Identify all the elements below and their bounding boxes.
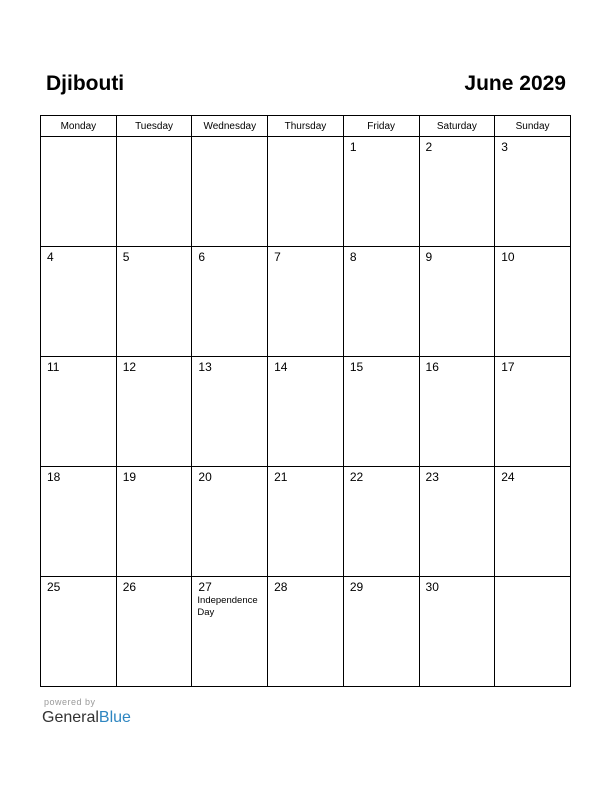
powered-by-text: powered by bbox=[44, 697, 96, 707]
day-cell bbox=[192, 577, 268, 687]
day-cell bbox=[419, 467, 495, 577]
logo-general-text: General bbox=[42, 709, 99, 726]
day-cell bbox=[192, 357, 268, 467]
day-number: 10 bbox=[501, 250, 515, 264]
day-number: 6 bbox=[198, 250, 206, 264]
day-number: 13 bbox=[198, 360, 212, 374]
day-cell bbox=[116, 467, 192, 577]
day-cell bbox=[116, 247, 192, 357]
week-row bbox=[41, 357, 571, 467]
day-number: 23 bbox=[425, 470, 439, 484]
day-number: 19 bbox=[122, 470, 137, 484]
day-cell bbox=[192, 247, 268, 357]
day-number: 29 bbox=[349, 580, 364, 594]
day-number: 4 bbox=[47, 250, 54, 264]
day-number: 21 bbox=[274, 470, 288, 484]
weekday-header: Thursday bbox=[268, 116, 344, 137]
day-number: 2 bbox=[425, 140, 433, 154]
day-cell bbox=[268, 577, 344, 687]
weekday-header: Friday bbox=[343, 116, 419, 137]
day-number: 20 bbox=[198, 470, 212, 484]
weekday-header: Tuesday bbox=[116, 116, 192, 137]
day-number: 28 bbox=[274, 580, 288, 594]
day-cell bbox=[41, 137, 117, 247]
generalblue-logo[interactable] bbox=[42, 709, 131, 727]
day-number: 3 bbox=[501, 140, 508, 154]
day-cell bbox=[268, 247, 344, 357]
day-number: 18 bbox=[47, 470, 61, 484]
day-number: 12 bbox=[122, 360, 137, 374]
day-number: 8 bbox=[349, 250, 357, 264]
day-cell bbox=[419, 357, 495, 467]
holiday-label: Independence Day bbox=[197, 595, 258, 618]
day-cell bbox=[343, 357, 419, 467]
day-number: 22 bbox=[349, 470, 364, 484]
day-cell bbox=[192, 137, 268, 247]
day-number bbox=[192, 137, 267, 140]
day-cell bbox=[419, 137, 495, 247]
day-cell bbox=[268, 467, 344, 577]
day-number: 11 bbox=[47, 360, 60, 374]
day-cell bbox=[343, 137, 419, 247]
day-number: 15 bbox=[349, 360, 364, 374]
weekday-header: Saturday bbox=[419, 116, 495, 137]
day-number bbox=[495, 577, 570, 580]
calendar-month-title: June 2029 bbox=[464, 72, 566, 95]
weekday-header: Wednesday bbox=[192, 116, 268, 137]
day-cell bbox=[41, 247, 117, 357]
day-cell bbox=[495, 577, 571, 687]
day-cell bbox=[41, 577, 117, 687]
day-cell bbox=[495, 467, 571, 577]
day-cell bbox=[268, 357, 344, 467]
day-cell bbox=[495, 357, 571, 467]
day-cell bbox=[495, 137, 571, 247]
calendar-grid bbox=[40, 115, 571, 687]
day-number: 16 bbox=[425, 360, 439, 374]
week-row bbox=[41, 137, 571, 247]
calendar-country-title: Djibouti bbox=[46, 72, 125, 95]
day-number: 26 bbox=[122, 580, 137, 594]
day-number: 5 bbox=[122, 250, 130, 264]
day-cell bbox=[343, 577, 419, 687]
day-cell bbox=[41, 467, 117, 577]
weekday-header: Monday bbox=[41, 116, 117, 137]
day-cell bbox=[192, 467, 268, 577]
day-cell bbox=[343, 247, 419, 357]
day-cell bbox=[116, 577, 192, 687]
week-row bbox=[41, 467, 571, 577]
day-cell bbox=[116, 357, 192, 467]
day-number: 24 bbox=[501, 470, 515, 484]
day-number: 17 bbox=[501, 360, 515, 374]
day-number bbox=[268, 137, 343, 140]
day-cell bbox=[116, 137, 192, 247]
day-number: 25 bbox=[47, 580, 61, 594]
day-number bbox=[41, 137, 116, 140]
day-number: 9 bbox=[425, 250, 433, 264]
week-row bbox=[41, 247, 571, 357]
day-cell bbox=[343, 467, 419, 577]
day-cell bbox=[419, 577, 495, 687]
day-number: 7 bbox=[274, 250, 281, 264]
day-number: 27 bbox=[198, 580, 212, 594]
day-number: 1 bbox=[349, 140, 357, 154]
day-cell bbox=[41, 357, 117, 467]
logo-blue-text: Blue bbox=[98, 709, 131, 726]
day-number: 14 bbox=[274, 360, 288, 374]
week-row bbox=[41, 577, 571, 687]
day-number: 30 bbox=[425, 580, 439, 594]
weekday-header: Sunday bbox=[495, 116, 571, 137]
day-cell bbox=[495, 247, 571, 357]
day-number bbox=[117, 137, 192, 140]
day-cell bbox=[268, 137, 344, 247]
day-cell bbox=[419, 247, 495, 357]
weekday-header-row bbox=[41, 116, 571, 137]
